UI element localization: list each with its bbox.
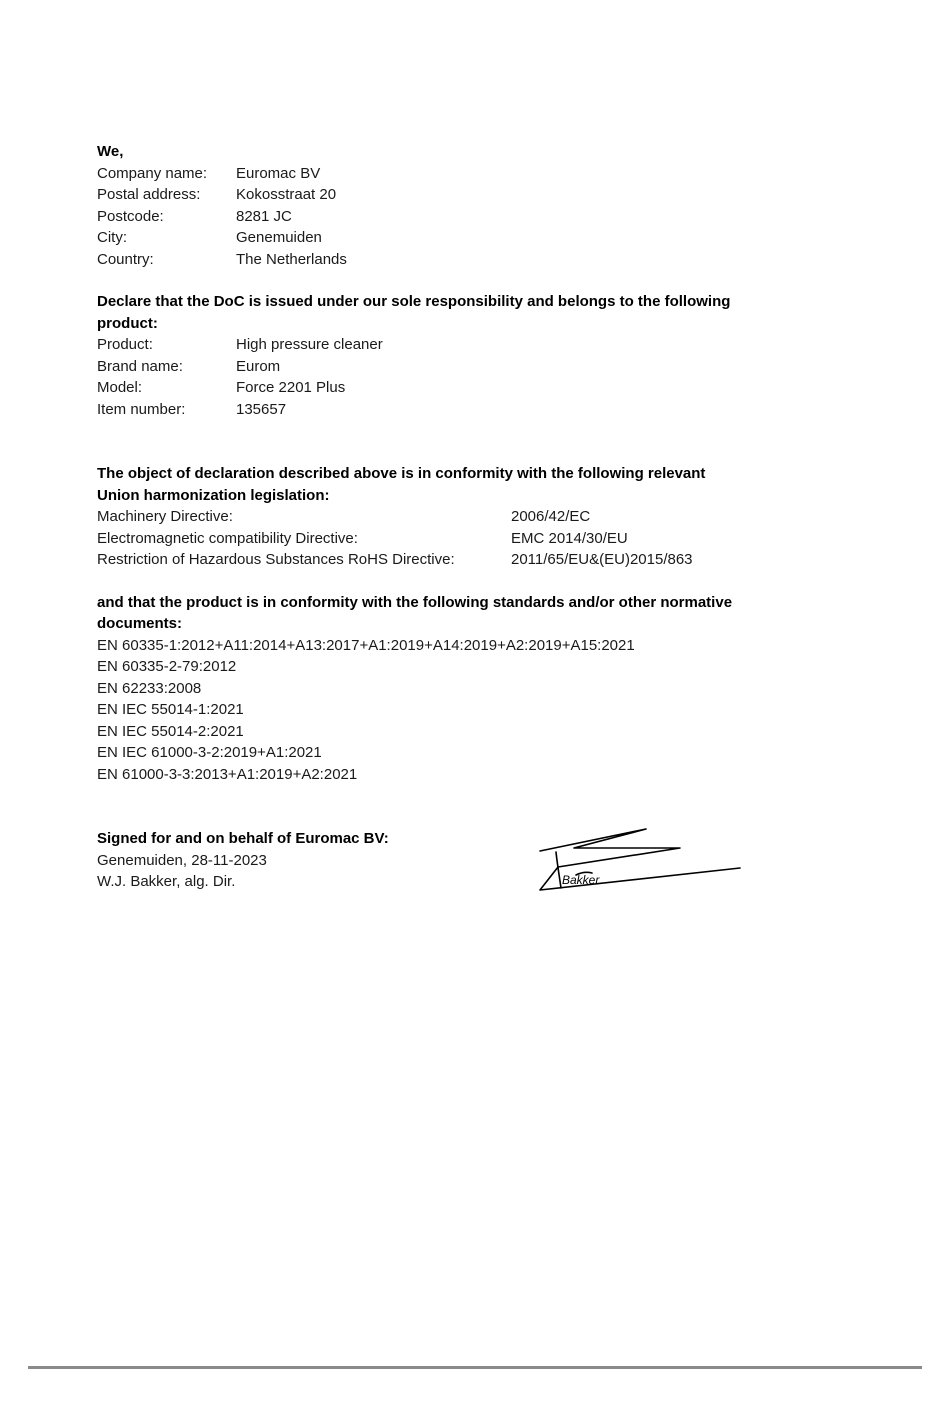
- legislation-heading: Union harmonization legislation:: [97, 486, 330, 504]
- product-row: [97, 334, 857, 356]
- standard-item: EN IEC 55014-1:2021: [97, 701, 244, 718]
- legislation-row: [97, 506, 857, 528]
- company-row: [97, 163, 857, 185]
- field-label: Brand name:: [97, 357, 183, 375]
- directive-value: 2006/42/EC: [511, 508, 591, 525]
- signed-heading: Signed for and on behalf of Euromac BV:: [97, 830, 389, 847]
- product-details: [97, 334, 857, 420]
- standard-item: EN 60335-2-79:2012: [97, 658, 237, 675]
- field-label: Company name:: [97, 164, 208, 182]
- field-label: City:: [97, 229, 127, 246]
- directive-value: EMC 2014/30/EU: [511, 529, 628, 547]
- standard-item: EN 60335-1:2012+A11:2014+A13:2017+A1:2019+A14:2019+A2:2019+A15:2021: [97, 636, 635, 654]
- field-label: Product:: [97, 336, 153, 353]
- standard-item: EN IEC 55014-2:2021: [97, 722, 244, 740]
- company-details: [97, 163, 857, 271]
- product-row: [97, 399, 857, 421]
- legislation-row: [97, 549, 857, 571]
- field-label: Model:: [97, 379, 143, 396]
- standards-heading: documents:: [97, 615, 183, 632]
- company-row: [97, 206, 857, 228]
- field-value: The Netherlands: [236, 250, 347, 268]
- legislation-heading: The object of declaration described above is in conformity with the following relevant: [97, 465, 706, 482]
- declare-heading: Declare that the DoC is issued under our sole responsibility and belongs to the following: [97, 293, 731, 310]
- field-value: Eurom: [236, 357, 281, 375]
- directive-label: Restriction of Hazardous Substances RoHS Directive:: [97, 551, 455, 568]
- field-label: Postcode:: [97, 207, 164, 225]
- directive-label: Electromagnetic compatibility Directive:: [97, 529, 358, 547]
- field-value: Genemuiden: [236, 229, 322, 246]
- standards-list: [97, 635, 857, 786]
- field-label: Item number:: [97, 400, 186, 418]
- standard-item: EN 62233:2008: [97, 679, 202, 697]
- signatory-name: W.J. Bakker, alg. Dir.: [97, 873, 236, 890]
- legislation-list: [97, 506, 857, 571]
- intro-text: We,: [97, 143, 124, 160]
- field-value: Euromac BV: [236, 164, 321, 182]
- field-label: Postal address:: [97, 186, 201, 203]
- field-value: Force 2201 Plus: [236, 379, 346, 396]
- directive-value: 2011/65/EU&(EU)2015/863: [511, 551, 693, 568]
- signature-image: [530, 822, 750, 897]
- field-value: Kokosstraat 20: [236, 186, 337, 203]
- directive-label: Machinery Directive:: [97, 508, 233, 525]
- company-row: [97, 184, 857, 206]
- product-row: [97, 377, 857, 399]
- declaration-body: [97, 141, 857, 893]
- footer-rule: [28, 1366, 922, 1369]
- field-value: 135657: [236, 400, 287, 418]
- standard-item: EN 61000-3-3:2013+A1:2019+A2:2021: [97, 765, 358, 783]
- field-value: High pressure cleaner: [236, 336, 383, 353]
- product-row: [97, 356, 857, 378]
- signature-text: Bakker.: [562, 873, 603, 887]
- company-row: [97, 227, 857, 249]
- standard-item: EN IEC 61000-3-2:2019+A1:2021: [97, 744, 322, 761]
- declare-heading: product:: [97, 314, 158, 332]
- field-label: Country:: [97, 250, 154, 268]
- legislation-row: [97, 528, 857, 550]
- company-row: [97, 249, 857, 271]
- place-date: Genemuiden, 28-11-2023: [97, 851, 267, 869]
- field-value: 8281 JC: [236, 207, 292, 225]
- standards-heading: and that the product is in conformity with the following standards and/or other normative: [97, 593, 733, 611]
